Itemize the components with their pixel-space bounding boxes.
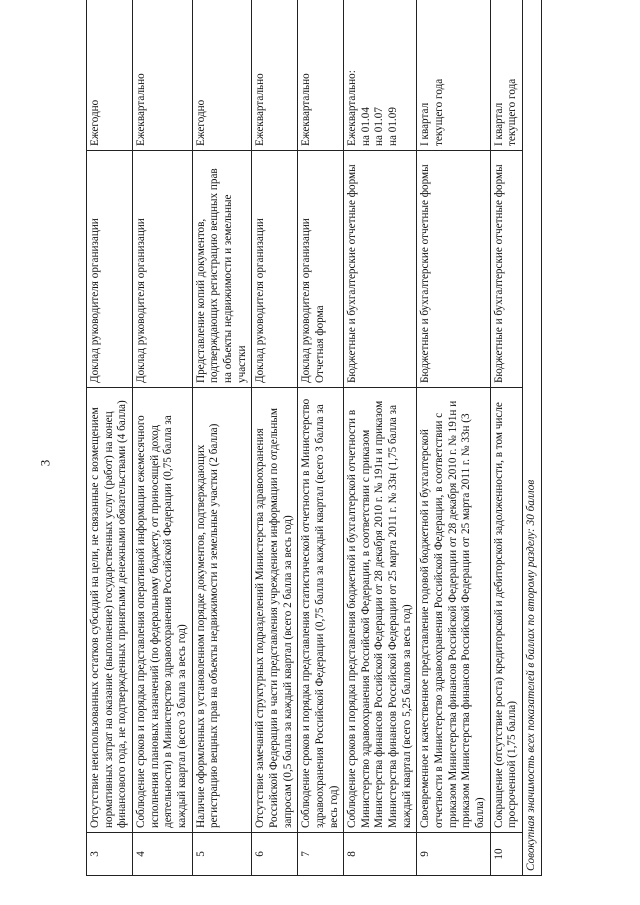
source-text: Бюджетные и бухгалтерские отчетные формы (490, 151, 522, 388)
table-row (417, 0, 490, 876)
rotated-document (86, 6, 601, 876)
criterion-text: Наличие оформленных в установленном порядке документов, подтверждающих регистрацию вещных прав на объекты недвижимости и земельные участки (2 балла) (192, 388, 252, 833)
period-text: Ежеквартально (132, 0, 192, 151)
table-row (344, 0, 417, 876)
table-row (490, 0, 522, 876)
source-text: Доклад руководителя организации (87, 151, 133, 388)
source-text: Доклад руководителя организации (252, 151, 298, 388)
row-number: 4 (132, 833, 192, 876)
row-number: 7 (298, 833, 344, 876)
row-number: 10 (490, 833, 522, 876)
criteria-table (86, 0, 542, 876)
source-text: Бюджетные и бухгалтерские отчетные формы (344, 151, 417, 388)
total-row (523, 0, 542, 876)
table-row (298, 0, 344, 876)
total-text: Совокупная значимость всех показателей в баллах по второму разделу: 30 баллов (523, 0, 542, 876)
row-number: 3 (87, 833, 133, 876)
source-text: Доклад руководителя организации (132, 151, 192, 388)
criterion-text: Своевременное и качественное представление годовой бюджетной и бухгалтерской отчетности в Министерство здравоохранения Российской Федерации, в соответствии с приказом Министерства финансов Российской Федерации от 28 декабря 2010 г. № 191н и приказом Министерства финансов Российской Федерации от 25 марта 2011 г. № 33н (3 балла) (417, 388, 490, 833)
table-row (132, 0, 192, 876)
period-text: Ежегодно (192, 0, 252, 151)
criterion-text: Отсутствие замечаний структурных подразделений Министерства здравоохранения Российской Федерации в части представления учреждением информации по отдельным запросам (0,5 балла за каждый квартал (всего 2 балла за весь год) (252, 388, 298, 833)
period-text: Ежеквартально (252, 0, 298, 151)
criterion-text: Сокращение (отсутствие роста) кредиторской и дебиторской задолженности, в том числе просроченной (1,75 балла) (490, 388, 522, 833)
period-text: Ежегодно (87, 0, 133, 151)
row-number: 6 (252, 833, 298, 876)
period-text: I квартал текущего года (417, 0, 490, 151)
table-row (192, 0, 252, 876)
criterion-text: Соблюдение сроков и порядка представления бюджетной и бухгалтерской отчетности в Министерство здравоохранения Российской Федерации, в соответствии с приказом Министерства финансов Российской Федерации от 28 декабря 2010 г. № 191н и приказом Министерства финансов Российской Федерации от 25 марта 2011 г. № 33н (1,75 балла за каждый квартал (всего 5,25 баллов за весь год) (344, 388, 417, 833)
row-number: 9 (417, 833, 490, 876)
period-text: I квартал текущего года (490, 0, 522, 151)
row-number: 5 (192, 833, 252, 876)
period-text: Ежеквартально: на 01.04 на 01.07 на 01.09 (344, 0, 417, 151)
table-row (252, 0, 298, 876)
source-text: Доклад руководителя организации Отчетная форма (298, 151, 344, 388)
source-text: Бюджетные и бухгалтерские отчетные формы (417, 151, 490, 388)
table-row (87, 0, 133, 876)
row-number: 8 (344, 833, 417, 876)
criterion-text: Отсутствие неиспользованных остатков субсидий на цели, не связанные с возмещением нормативных затрат на оказание (выполнение) государственных услуг (работ) на конец финансового года, не подтвержденных принятыми денежными обязательствами (4 балла) (87, 388, 133, 833)
period-text: Ежеквартально (298, 0, 344, 151)
page-number: 3 (37, 459, 53, 467)
source-text: Представление копий документов, подтверждающих регистрацию вещных прав на объекты недвижимости и земельные участки (192, 151, 252, 388)
criterion-text: Соблюдение сроков и порядка представления статистической отчетности в Министерство здравоохранения Российской Федерации (0,75 балла за каждый квартал (всего 3 балла за весь год) (298, 388, 344, 833)
criterion-text: Соблюдение сроков и порядка представления оперативной информации ежемесячного исполнения плановых назначений (по федеральному бюджету, от приносящей доход деятельности) в Министерство здравоохранения Российской Федерации (0,75 балла за каждый квартал (всего 3 балла за весь год) (132, 388, 192, 833)
